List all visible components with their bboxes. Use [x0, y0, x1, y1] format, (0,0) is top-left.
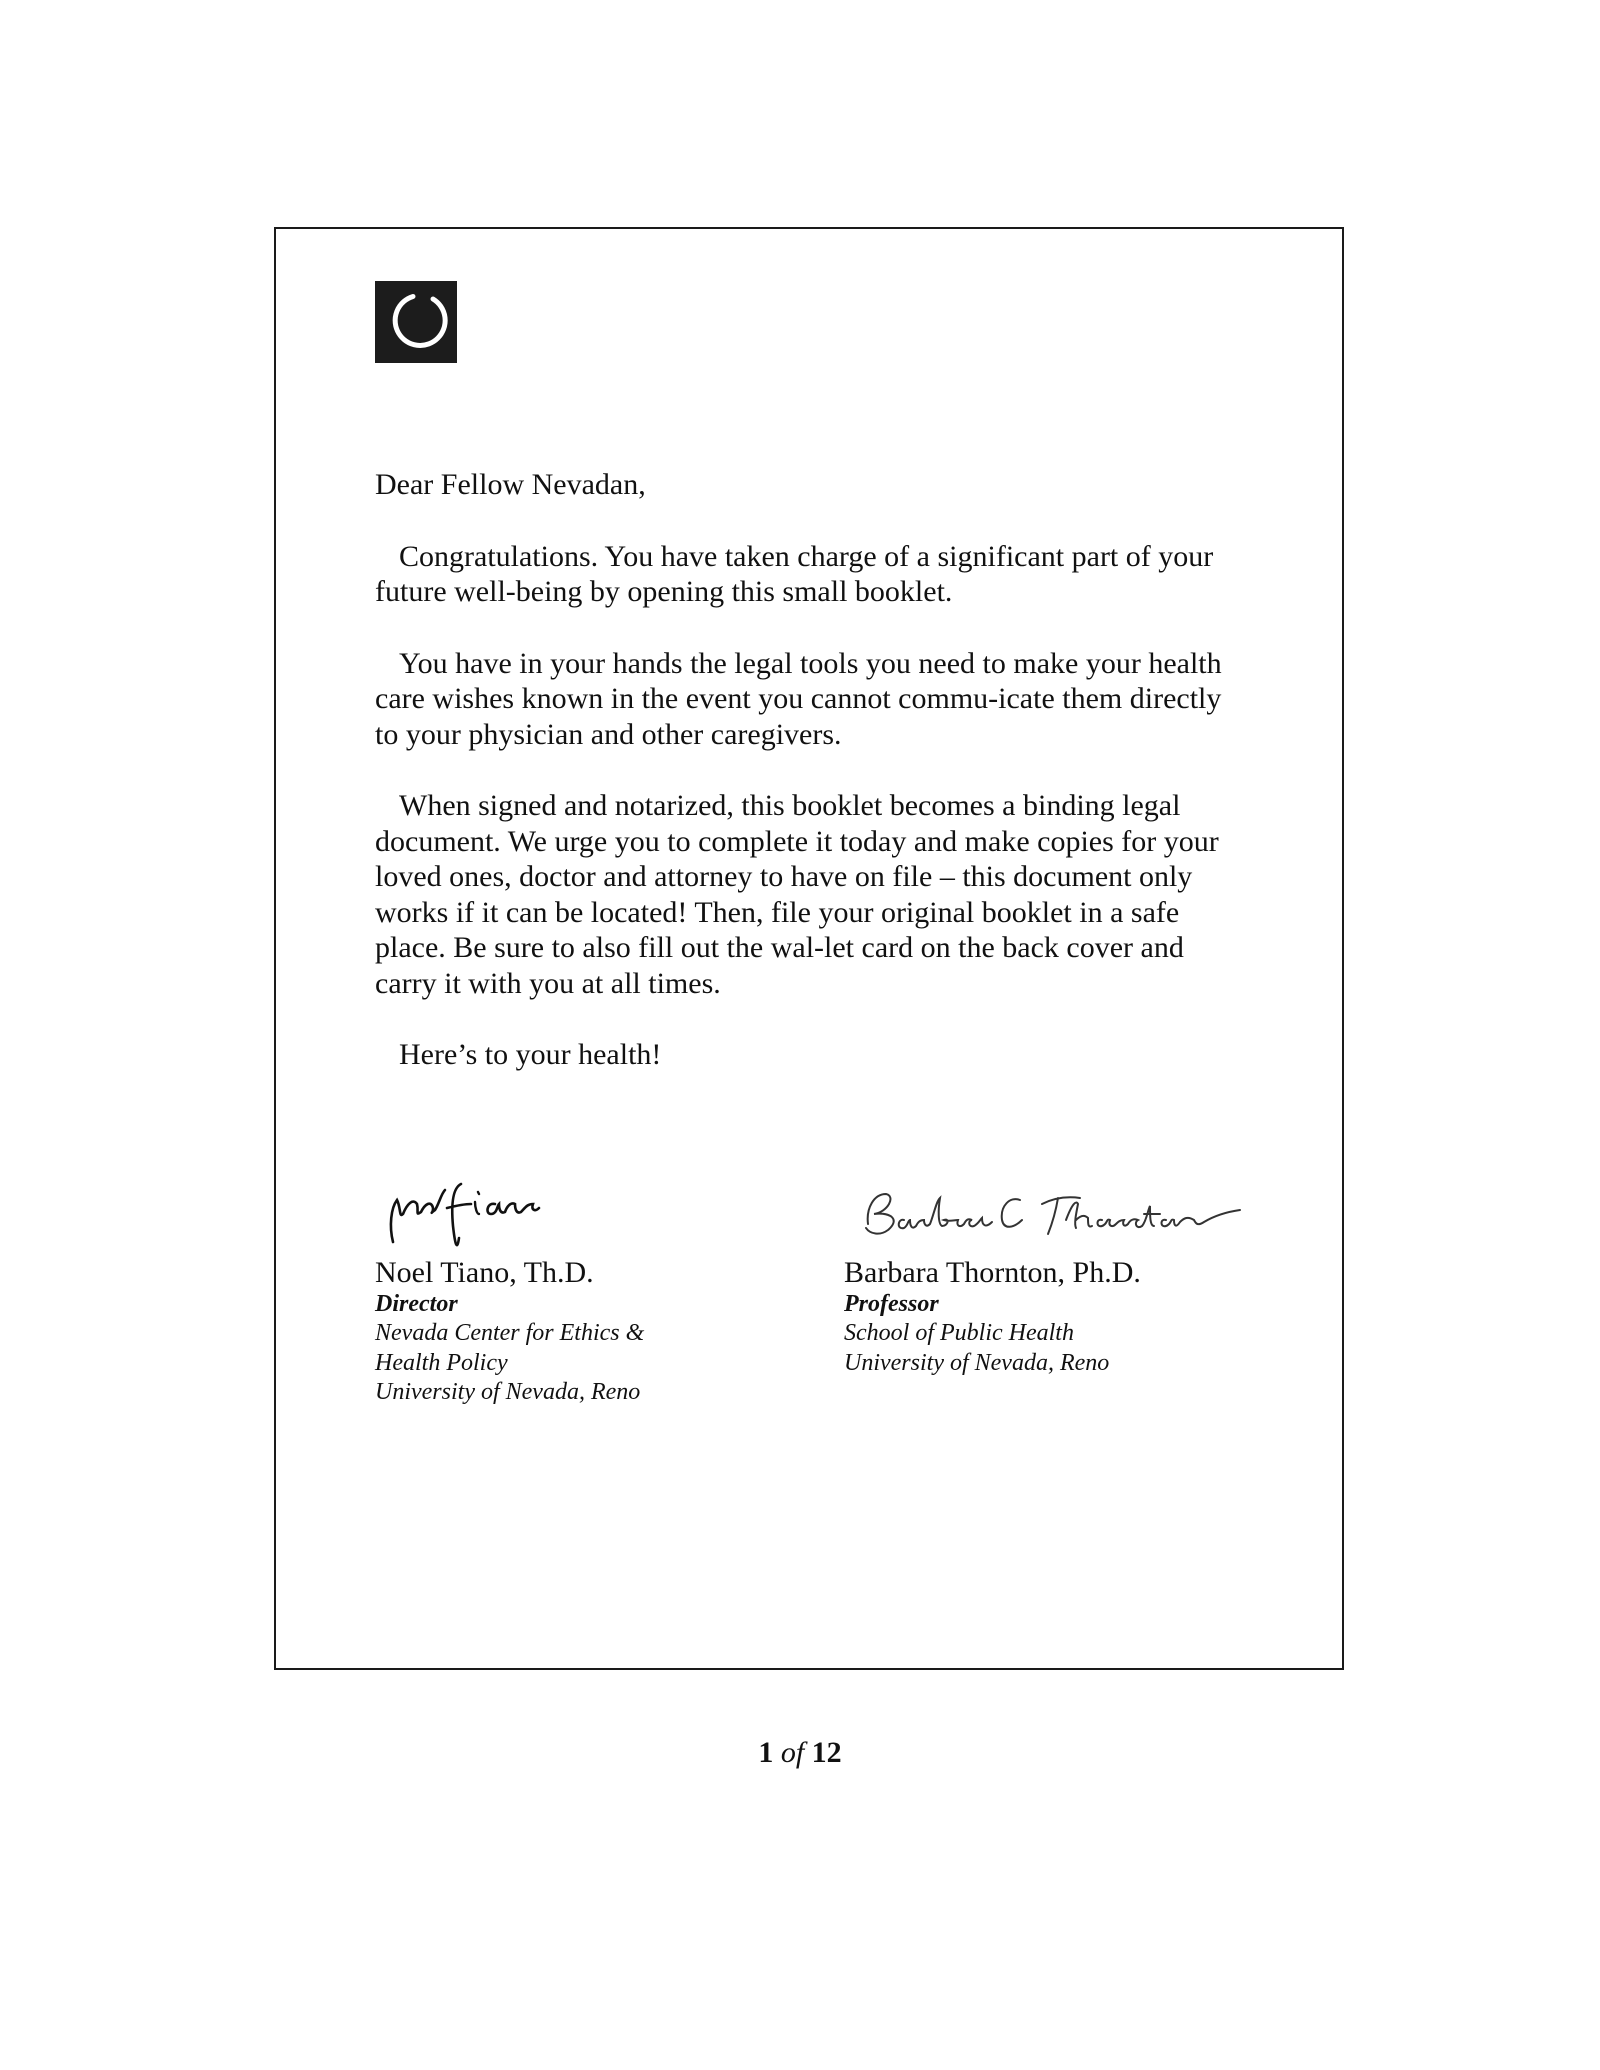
paragraph-1: Congratulations. You have taken charge of a significant part of your future well-being by opening this small booklet.: [375, 539, 1214, 608]
signature-block-right: [844, 1164, 1264, 1378]
letter-body: [375, 467, 1235, 1109]
affiliation-line: University of Nevada, Reno: [844, 1349, 1110, 1376]
affiliation-line: School of Public Health: [844, 1320, 1074, 1346]
signatory-title: Director: [375, 1291, 458, 1317]
affiliation-line: Health Policy: [375, 1349, 508, 1376]
affiliation-line: Nevada Center for Ethics &: [375, 1320, 645, 1346]
signatory-title: Professor: [844, 1291, 939, 1317]
letter-frame: [274, 227, 1344, 1670]
affiliation-line: University of Nevada, Reno: [375, 1379, 641, 1405]
paragraph-3: When signed and notarized, this booklet becomes a binding legal document. We urge you to complete it today and make copies for your loved ones, doctor and attorney to have on file – this document only works if it can be located! Then, file your original booklet in a safe place. Be sure to also fill out the wal-let card on the back cover and carry it with you at all times.: [375, 789, 1219, 1000]
salutation: Dear Fellow Nevadan,: [375, 468, 646, 501]
signature-noel-tiano: [375, 1164, 795, 1254]
paragraph-2: You have in your hands the legal tools you need to make your health care wishes known in the event you cannot commu-icate them directly to your physician and other caregivers.: [375, 646, 1222, 751]
page-number: [0, 1736, 1600, 1770]
closing-line: Here’s to your health!: [399, 1038, 662, 1071]
signatory-name: Barbara Thornton, Ph.D.: [844, 1256, 1141, 1289]
signatory-name: Noel Tiano, Th.D.: [375, 1256, 594, 1289]
signature-block-left: [375, 1164, 795, 1408]
circle-logo-icon: [375, 281, 457, 363]
page-total: 12: [811, 1736, 842, 1769]
signature-barbara-thornton: [844, 1164, 1264, 1254]
page-of: of: [780, 1736, 805, 1769]
page-current: 1: [758, 1736, 774, 1769]
